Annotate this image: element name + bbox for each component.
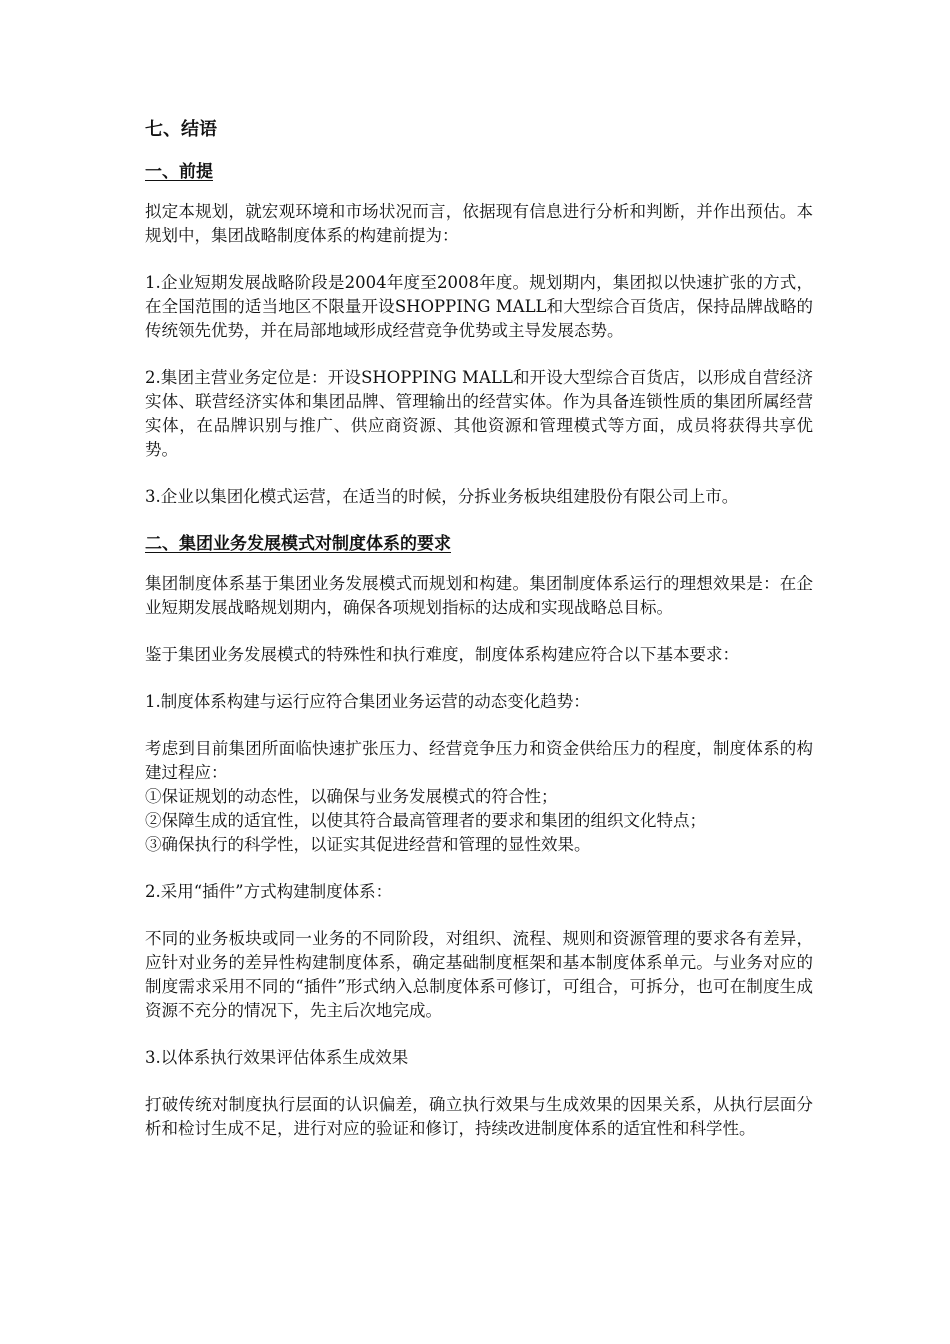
paragraph: 考虑到目前集团所面临快速扩张压力、经营竞争压力和资金供给压力的程度，制度体系的构建过程应： [145,739,813,782]
paragraph: 不同的业务板块或同一业务的不同阶段，对组织、流程、规则和资源管理的要求各有差异，应针对业务的差异性构建制度体系，确定基础制度框架和基本制度体系单元。与业务对应的制度需求采用不同的“插件”形式纳入总制度体系可修订，可组合，可拆分，也可在制度生成资源不充分的情况下，先主后次地完成。 [145,929,813,1020]
section-heading-requirements: 二、集团业务发展模式对制度体系的要求 [145,534,451,554]
paragraph: 拟定本规划，就宏观环境和市场状况而言，依据现有信息进行分析和判断，并作出预估。本规划中，集团战略制度体系的构建前提为： [145,202,813,245]
list-item: ③确保执行的科学性，以证实其促进经营和管理的显性效果。 [145,835,591,854]
paragraph: 2.采用“插件”方式构建制度体系： [145,882,393,901]
paragraph: 打破传统对制度执行层面的认识偏差，确立执行效果与生成效果的因果关系，从执行层面分析和检讨生成不足，进行对应的验证和修订，持续改进制度体系的适宜性和科学性。 [145,1095,813,1138]
paragraph-with-list [145,737,813,857]
paragraph: 3.以体系执行效果评估体系生成效果 [145,1048,409,1067]
paragraph: 1.制度体系构建与运行应符合集团业务运营的动态变化趋势： [145,692,590,711]
chapter-title: 七、结语 [145,119,217,140]
list-item: ②保障生成的适宜性，以使其符合最高管理者的要求和集团的组织文化特点； [145,811,706,830]
paragraph: 鉴于集团业务发展模式的特殊性和执行难度，制度体系构建应符合以下基本要求： [145,645,739,664]
section-heading-premise: 一、前提 [145,162,213,182]
paragraph: 集团制度体系基于集团业务发展模式而规划和构建。集团制度体系运行的理想效果是：在企业短期发展战略规划期内，确保各项规划指标的达成和实现战略总目标。 [145,574,813,617]
list-item: ①保证规划的动态性，以确保与业务发展模式的符合性； [145,787,558,806]
paragraph: 2.集团主营业务定位是：开设SHOPPING MALL和开设大型综合百货店，以形成自营经济实体、联营经济实体和集团品牌、管理输出的经营实体。作为具备连锁性质的集团所属经营实体，在品牌识别与推广、供应商资源、其他资源和管理模式等方面，成员将获得共享优势。 [145,368,813,459]
paragraph: 1.企业短期发展战略阶段是2004年度至2008年度。规划期内，集团拟以快速扩张的方式，在全国范围的适当地区不限量开设SHOPPING MALL和大型综合百货店，保持品牌战略的传统领先优势，并在局部地域形成经营竞争优势或主导发展态势。 [145,273,813,340]
paragraph: 3.企业以集团化模式运营，在适当的时候，分拆业务板块组建股份有限公司上市。 [145,487,739,506]
document-page [145,110,813,1164]
